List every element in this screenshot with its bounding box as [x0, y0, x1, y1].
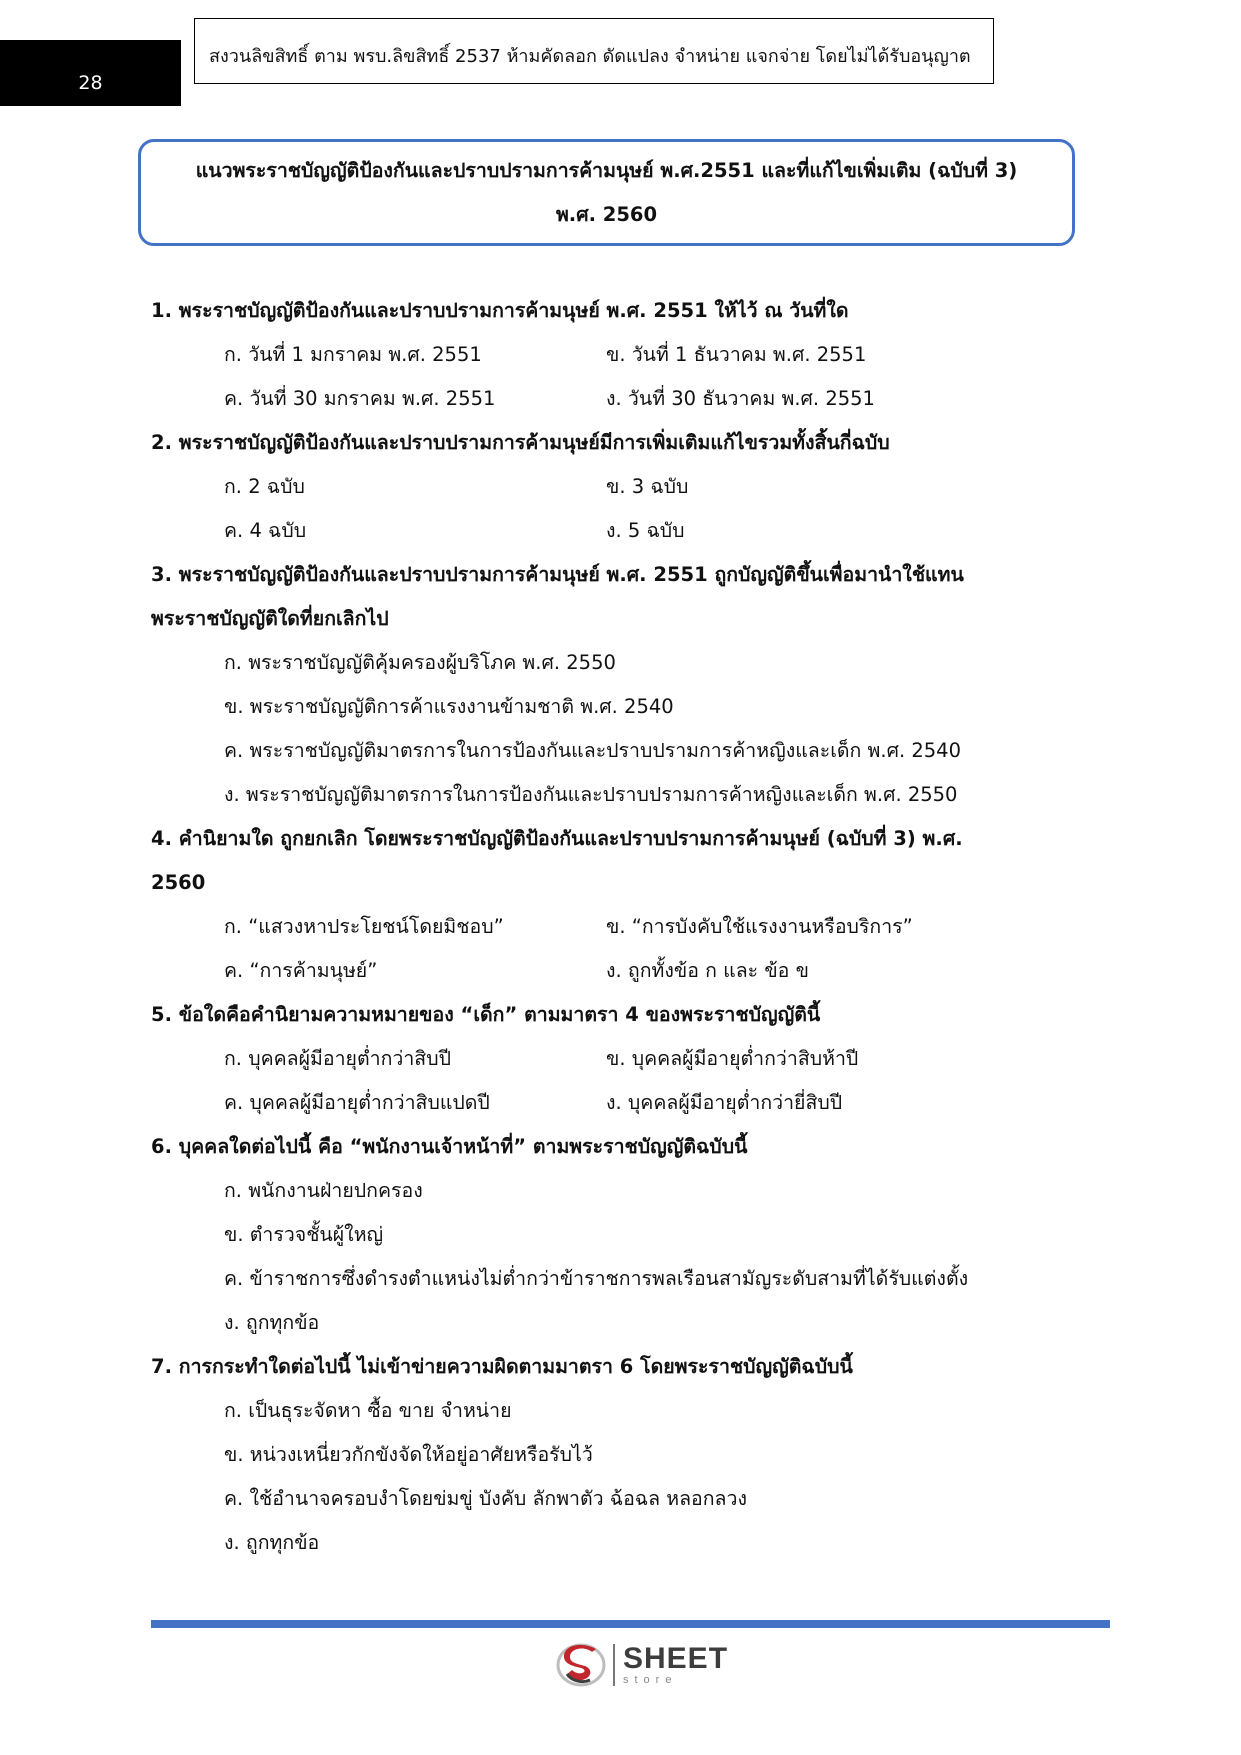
page-number: 28 [78, 72, 103, 94]
option: ก. 2 ฉบับ [224, 475, 305, 498]
option: ง. 5 ฉบับ [606, 519, 685, 542]
option: ข. “การบังคับใช้แรงงานหรือบริการ” [606, 915, 913, 938]
question-3-line-2: พระราชบัญญัติใดที่ยกเลิกไป [151, 607, 389, 630]
option: ง. ถูกทุกข้อ [224, 1311, 320, 1334]
section-title-line-1: แนวพระราชบัญญัติป้องกันและปราบปรามการค้ามนุษย์ พ.ศ.2551 และที่แก้ไขเพิ่มเติม (ฉบับที่ 3) [195, 158, 1018, 182]
option: ก. เป็นธุระจัดหา ซื้อ ขาย จำหน่าย [224, 1399, 512, 1422]
question-1-options-row-1 [151, 333, 1091, 377]
option: ก. วันที่ 1 มกราคม พ.ศ. 2551 [224, 343, 482, 366]
logo-sub-text: store [623, 1674, 678, 1686]
option: ค. วันที่ 30 มกราคม พ.ศ. 2551 [224, 387, 496, 410]
option: ค. ข้าราชการซึ่งดำรงตำแหน่งไม่ต่ำกว่าข้าราชการพลเรือนสามัญระดับสามที่ได้รับแต่งตั้ง [224, 1267, 969, 1290]
question-5-options-row-1 [151, 1037, 1091, 1081]
question-4-options-row-2 [151, 949, 1091, 993]
option: ค. “การค้ามนุษย์” [224, 959, 378, 982]
option: ค. ใช้อำนาจครอบงำโดยข่มขู่ บังคับ ลักพาตัว ฉ้อฉล หลอกลวง [224, 1487, 747, 1510]
option: ง. พระราชบัญญัติมาตรการในการป้องกันและปราบปรามการค้าหญิงและเด็ก พ.ศ. 2550 [224, 783, 958, 806]
question-2-options-row-2 [151, 509, 1091, 553]
logo-text [623, 1644, 728, 1686]
question-4-line-2: 2560 [151, 871, 206, 894]
option: ค. 4 ฉบับ [224, 519, 307, 542]
option: ก. “แสวงหาประโยชน์โดยมิชอบ” [224, 915, 504, 938]
logo-main-text: SHEET [623, 1642, 729, 1675]
question-1: 1. พระราชบัญญัติป้องกันและปราบปรามการค้ามนุษย์ พ.ศ. 2551 ให้ไว้ ณ วันที่ใด [151, 299, 849, 322]
option: ข. 3 ฉบับ [606, 475, 689, 498]
logo-separator [613, 1644, 615, 1686]
question-5-options-row-2 [151, 1081, 1091, 1125]
option: ค. พระราชบัญญัติมาตรการในการป้องกันและปราบปรามการค้าหญิงและเด็ก พ.ศ. 2540 [224, 739, 961, 762]
section-title-box [138, 139, 1075, 246]
question-list [151, 289, 1091, 1565]
option: ข. วันที่ 1 ธันวาคม พ.ศ. 2551 [606, 343, 867, 366]
question-3-line-1: 3. พระราชบัญญัติป้องกันและปราบปรามการค้ามนุษย์ พ.ศ. 2551 ถูกบัญญัติขึ้นเพื่อมานำใช้แทน [151, 563, 964, 586]
question-4-options-row-1 [151, 905, 1091, 949]
section-title-line-2: พ.ศ. 2560 [555, 202, 658, 226]
option: ง. ถูกทุกข้อ [224, 1531, 320, 1554]
option: ข. บุคคลผู้มีอายุต่ำกว่าสิบห้าปี [606, 1047, 859, 1070]
sheet-store-logo [555, 1640, 728, 1690]
copyright-notice: สงวนลิขสิทธิ์ ตาม พรบ.ลิขสิทธิ์ 2537 ห้ามคัดลอก ดัดแปลง จำหน่าย แจกจ่าย โดยไม่ได้รับอนุญาต [209, 45, 971, 67]
question-5: 5. ข้อใดคือคำนิยามความหมายของ “เด็ก” ตามมาตรา 4 ของพระราชบัญญัตินี้ [151, 1003, 821, 1026]
option: ข. ตำรวจชั้นผู้ใหญ่ [224, 1223, 384, 1246]
question-2: 2. พระราชบัญญัติป้องกันและปราบปรามการค้ามนุษย์มีการเพิ่มเติมแก้ไขรวมทั้งสิ้นกี่ฉบับ [151, 431, 890, 454]
footer-divider [151, 1620, 1110, 1628]
question-2-options-row-1 [151, 465, 1091, 509]
option: ข. พระราชบัญญัติการค้าแรงงานข้ามชาติ พ.ศ. 2540 [224, 695, 674, 718]
option: ค. บุคคลผู้มีอายุต่ำกว่าสิบแปดปี [224, 1091, 490, 1114]
option: ข. หน่วงเหนี่ยวกักขังจัดให้อยู่อาศัยหรือรับไว้ [224, 1443, 593, 1466]
question-7: 7. การกระทำใดต่อไปนี้ ไม่เข้าข่ายความผิดตามมาตรา 6 โดยพระราชบัญญัติฉบับนี้ [151, 1355, 853, 1378]
question-4-line-1: 4. คำนิยามใด ถูกยกเลิก โดยพระราชบัญญัติป้องกันและปราบปรามการค้ามนุษย์ (ฉบับที่ 3) พ.ศ. [151, 827, 963, 850]
option: ง. วันที่ 30 ธันวาคม พ.ศ. 2551 [606, 387, 875, 410]
question-6: 6. บุคคลใดต่อไปนี้ คือ “พนักงานเจ้าหน้าที่” ตามพระราชบัญญัติฉบับนี้ [151, 1135, 748, 1158]
option: ง. บุคคลผู้มีอายุต่ำกว่ายี่สิบปี [606, 1091, 843, 1114]
copyright-notice-box [194, 18, 994, 84]
sheet-store-logo-icon [555, 1640, 607, 1690]
question-1-options-row-2 [151, 377, 1091, 421]
option: ก. พระราชบัญญัติคุ้มครองผู้บริโภค พ.ศ. 2550 [224, 651, 616, 674]
option: ง. ถูกทั้งข้อ ก และ ข้อ ข [606, 959, 809, 982]
page-number-box [0, 40, 181, 106]
option: ก. บุคคลผู้มีอายุต่ำกว่าสิบปี [224, 1047, 451, 1070]
option: ก. พนักงานฝ่ายปกครอง [224, 1179, 423, 1202]
